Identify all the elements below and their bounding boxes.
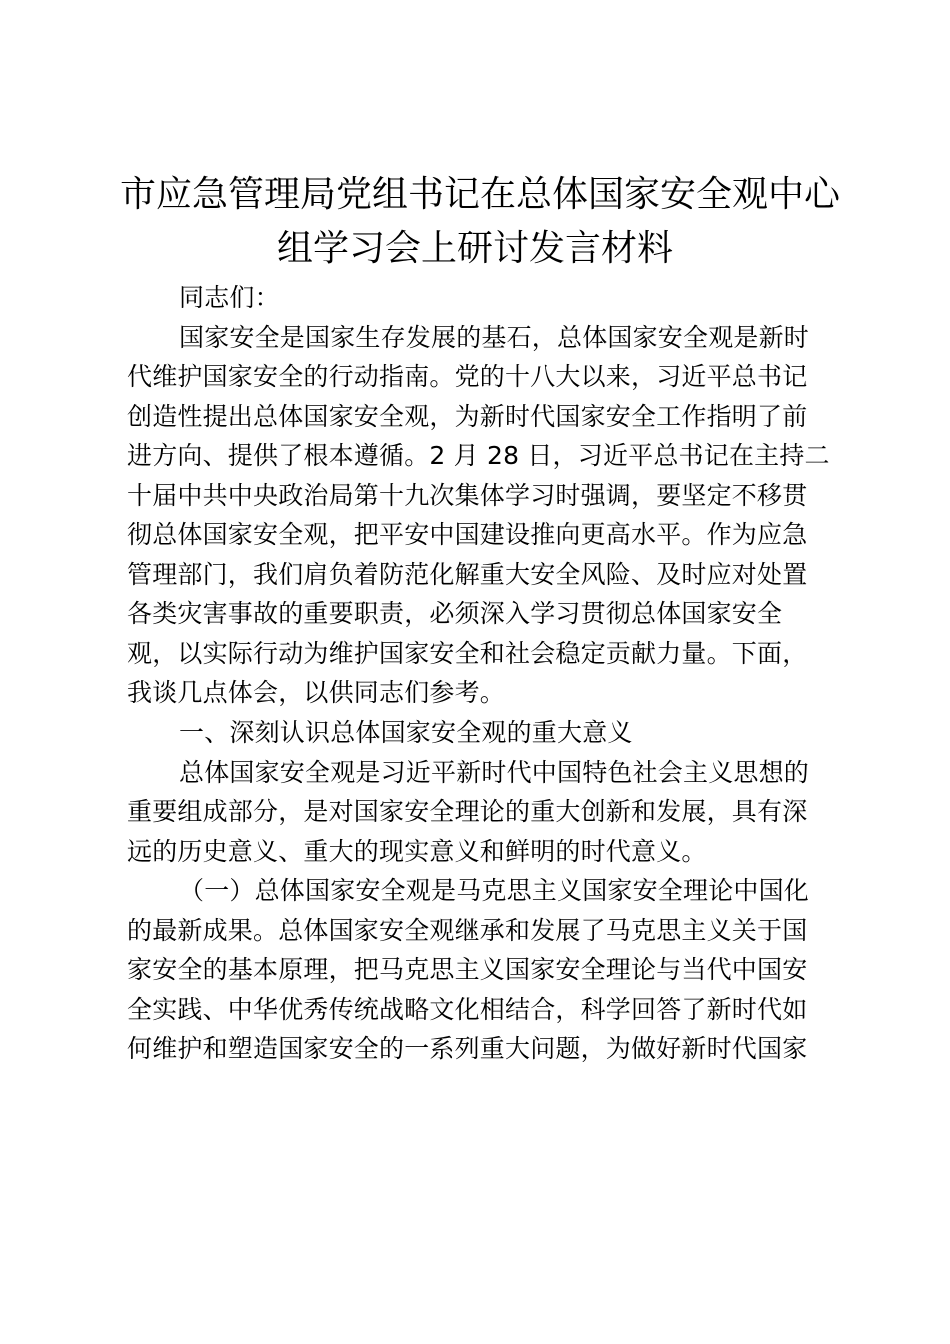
subsection-line: （一）总体国家安全观是马克思主义国家安全理论中国化 xyxy=(179,876,810,906)
body-line: 观，以实际行动为维护国家安全和社会稳定贡献力量。下面， xyxy=(127,638,808,668)
body-line: 总体国家安全观是习近平新时代中国特色社会主义思想的 xyxy=(179,757,810,787)
body-line: 重要组成部分，是对国家安全理论的重大创新和发展，具有深 xyxy=(127,797,808,827)
body-line: 家安全的基本原理，把马克思主义国家安全理论与当代中国安 xyxy=(127,955,808,985)
title-line-2: 组学习会上研讨发言材料 xyxy=(276,228,673,269)
body-line: 彻总体国家安全观，把平安中国建设推向更高水平。作为应急 xyxy=(127,520,808,550)
body-line: 各类灾害事故的重要职责，必须深入学习贯彻总体国家安全 xyxy=(127,599,783,629)
body-line: 的最新成果。总体国家安全观继承和发展了马克思主义关于国 xyxy=(127,915,808,945)
body-line: 全实践、中华优秀传统战略文化相结合，科学回答了新时代如 xyxy=(127,994,808,1024)
document-title xyxy=(120,168,841,276)
body-line: 何维护和塑造国家安全的一系列重大问题，为做好新时代国家 xyxy=(127,1034,808,1064)
body-line: 我谈几点体会，以供同志们参考。 xyxy=(127,678,506,708)
body-line: 管理部门，我们肩负着防范化解重大安全风险、及时应对处置 xyxy=(127,559,808,589)
title-line-1: 市应急管理局党组书记在总体国家安全观中心 xyxy=(120,174,841,215)
document-body xyxy=(127,278,830,1069)
body-line: 创造性提出总体国家安全观，为新时代国家安全工作指明了前 xyxy=(127,401,808,431)
body-line: 国家安全是国家生存发展的基石，总体国家安全观是新时 xyxy=(179,322,810,352)
body-line: 代维护国家安全的行动指南。党的十八大以来，习近平总书记 xyxy=(127,362,808,392)
body-line: 进方向、提供了根本遵循。2 月 28 日，习近平总书记在主持二 xyxy=(127,441,830,471)
body-line: 十届中共中央政治局第十九次集体学习时强调，要坚定不移贯 xyxy=(127,480,808,510)
section-heading: 一、深刻认识总体国家安全观的重大意义 xyxy=(179,718,633,748)
body-line: 远的历史意义、重大的现实意义和鲜明的时代意义。 xyxy=(127,836,707,866)
salutation: 同志们： xyxy=(179,283,280,312)
